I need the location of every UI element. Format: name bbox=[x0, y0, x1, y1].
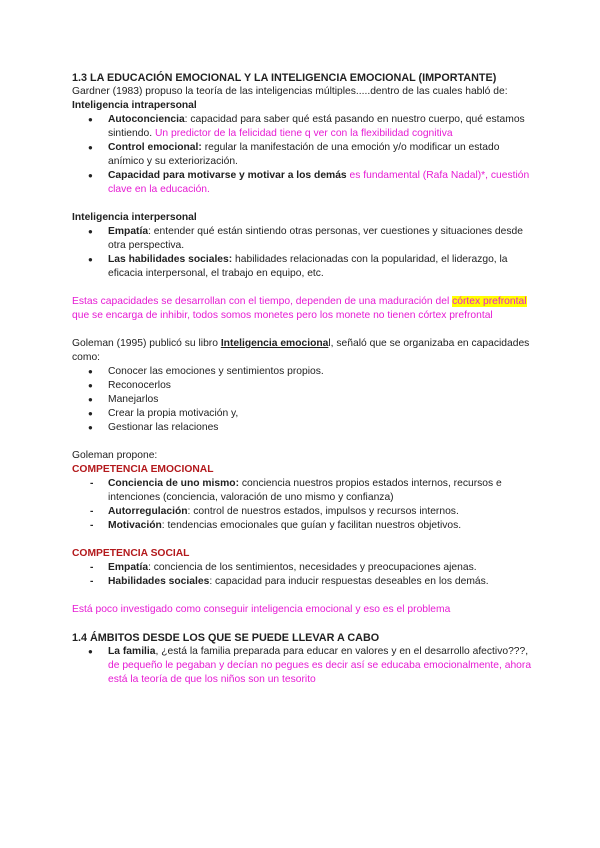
list-item bbox=[72, 561, 532, 575]
book-title: Inteligencia emociona bbox=[220, 338, 329, 349]
list-item: ● Reconocerlos bbox=[72, 379, 532, 393]
list-item bbox=[72, 225, 532, 253]
list-item: ● Conocer las emociones y sentimientos propios. bbox=[72, 365, 532, 379]
item-term: Autoconciencia bbox=[108, 114, 185, 125]
interpersonal-heading: Inteligencia interpersonal bbox=[72, 212, 197, 223]
list-item: ● Crear la propia motivación y, bbox=[72, 407, 532, 421]
item-text: conciencia nuestros propios estados internos, recursos e intenciones (conciencia, valoración de uno mismo y confianza) bbox=[108, 478, 502, 503]
item-text: : tendencias emocionales que guían y facilitan nuestros objetivos. bbox=[161, 520, 462, 531]
section-1-4-title: 1.4 ÁMBITOS DESDE LOS QUE SE PUEDE LLEVAR A CABO bbox=[72, 632, 380, 644]
item-term: Motivación bbox=[108, 520, 162, 531]
list-item bbox=[72, 519, 532, 533]
note-text: Estas capacidades se desarrollan con el tiempo, dependen de una maduración del bbox=[72, 296, 453, 307]
list-item bbox=[72, 477, 532, 505]
item-term: Autorregulación bbox=[108, 506, 188, 517]
item-text: : conciencia de los sentimientos, necesidades y preocupaciones ajenas. bbox=[148, 562, 477, 573]
competencia-social-list bbox=[72, 561, 532, 589]
section-1-3-title: 1.3 LA EDUCACIÓN EMOCIONAL Y LA INTELIGENCIA EMOCIONAL (IMPORTANTE) bbox=[72, 72, 497, 84]
interpersonal-list bbox=[72, 225, 532, 281]
document-body bbox=[72, 71, 532, 687]
list-item bbox=[72, 253, 532, 281]
item-term: Control emocional: bbox=[108, 142, 202, 153]
item-note: Un predictor de la felicidad tiene q ver con la flexibilidad cognitiva bbox=[152, 128, 453, 139]
goleman-text: Goleman (1995) publicó su libro bbox=[72, 338, 221, 349]
item-term: Empatía bbox=[108, 562, 149, 573]
competencia-social-heading: COMPETENCIA SOCIAL bbox=[72, 548, 190, 559]
list-item bbox=[72, 505, 532, 519]
item-text: : control de nuestros estados, impulsos y recursos internos. bbox=[187, 506, 459, 517]
ambitos-list bbox=[72, 645, 532, 687]
item-text: : capacidad para inducir respuestas deseables en los demás. bbox=[209, 576, 489, 587]
item-note: de pequeño le pegaban y decían no pegues es decir así se educaba emocionalmente, ahora está la teoría de que los niños son un tesorito bbox=[108, 660, 532, 685]
list-item bbox=[72, 141, 532, 169]
item-term: Las habilidades sociales: bbox=[108, 254, 233, 265]
intrapersonal-heading: Inteligencia intrapersonal bbox=[72, 100, 197, 111]
intrapersonal-list bbox=[72, 113, 532, 197]
competencia-emocional-list bbox=[72, 477, 532, 533]
list-item: ● Manejarlos bbox=[72, 393, 532, 407]
item-term: Habilidades sociales bbox=[108, 576, 210, 587]
competencia-emocional-heading: COMPETENCIA EMOCIONAL bbox=[72, 464, 214, 475]
goleman-intro bbox=[72, 337, 532, 365]
highlighted-text: córtex prefrontal bbox=[452, 296, 527, 307]
item-text: , ¿está la familia preparada para educar en valores y en el desarrollo afectivo???, bbox=[155, 646, 529, 657]
list-item bbox=[72, 645, 532, 687]
item-term: Conciencia de uno mismo: bbox=[108, 478, 240, 489]
list-item bbox=[72, 169, 532, 197]
item-term: Empatía bbox=[108, 226, 149, 237]
item-text: habilidades relacionadas con la popularidad, el liderazgo, la eficacia interpersonal, el trabajo en equipo, etc. bbox=[108, 254, 508, 279]
item-text: : entender qué están sintiendo otras personas, ver cuestiones y situaciones desde otra perspectiva. bbox=[108, 226, 523, 251]
item-term: Capacidad para motivarse y motivar a los demás bbox=[108, 170, 347, 181]
item-term: La familia bbox=[108, 646, 156, 657]
item-note: es fundamental (Rafa Nadal)*, cuestión clave en la educación. bbox=[108, 170, 530, 195]
item-text: regular la manifestación de una emoción y/o modificar un estado anímico y su exteriorización. bbox=[108, 142, 500, 167]
note-text: que se encarga de inhibir, todos somos monetes pero los monete no tienen córtex prefrontal bbox=[72, 310, 493, 321]
goleman-capacities-list bbox=[72, 365, 532, 435]
list-item bbox=[72, 113, 532, 141]
item-text: : capacidad para saber qué está pasando en nuestro cuerpo, qué estamos sintiendo. bbox=[108, 114, 525, 139]
goleman-propone: Goleman propone: bbox=[72, 450, 158, 461]
list-item: ● Gestionar las relaciones bbox=[72, 421, 532, 435]
maturation-note bbox=[72, 295, 532, 323]
final-note: Está poco investigado como conseguir inteligencia emocional y eso es el problema bbox=[72, 604, 451, 615]
list-item bbox=[72, 575, 532, 589]
gardner-intro: Gardner (1983) propuso la teoría de las inteligencias múltiples.....dentro de las cuales habló de: bbox=[72, 86, 508, 97]
goleman-text: l, señaló que se organizaba en capacidades como: bbox=[72, 338, 530, 363]
